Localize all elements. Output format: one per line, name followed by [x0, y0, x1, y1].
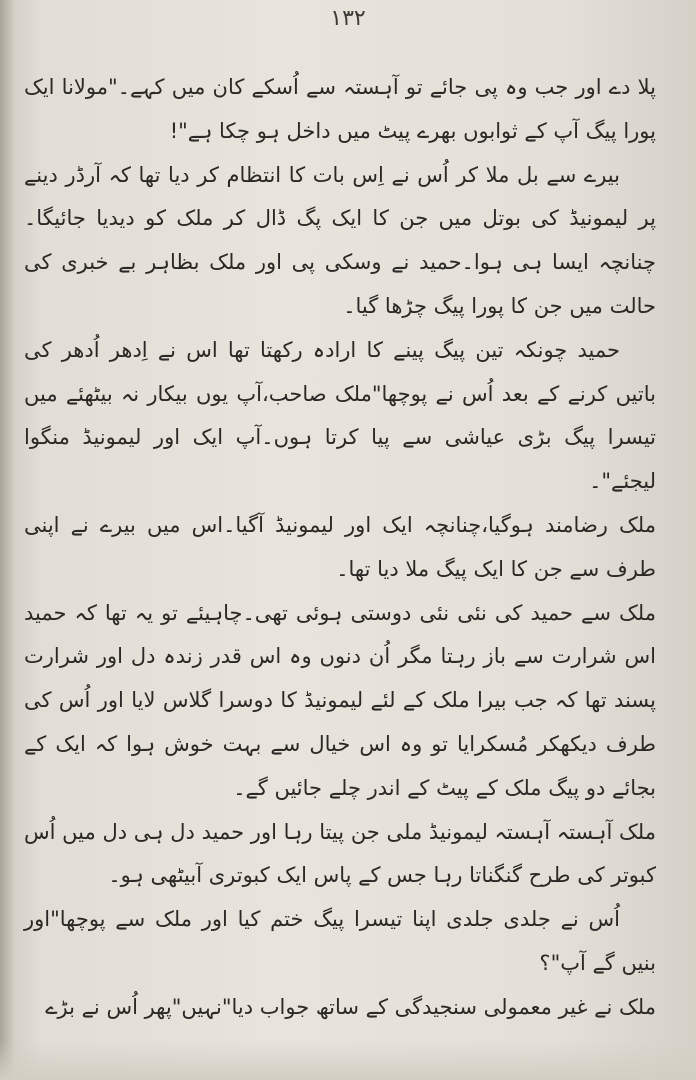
- paragraph: ملک سے حمید کی نئی نئی دوستی ہوئی تھی۔چاہیئے تو یہ تھا کہ حمید اس شرارت سے باز رہتا مگر اُن دنوں وہ اس قدر زندہ دل اور شرارت پسند تھا کہ جب بیرا ملک کے لئے لیمونیڈ کا دوسرا گلاس لایا اور اُس کی طرف دیکھکر مُسکرایا تو وہ اس خیال سے بہت خوش ہوا کہ ایک کے بجائے دو پیگ ملک کے پیٹ کے اندر چلے جائیں گے۔: [24, 600, 656, 800]
- paragraph: حمید چونکہ تین پیگ پینے کا ارادہ رکھتا تھا اس نے اِدھر اُدھر کی باتیں کرنے کے بعد اُس نے پوچھا"ملک صاحب،آپ یوں بیکار نہ بیٹھئے میں تیسرا پیگ بڑی عیاشی سے پیا کرتا ہوں۔آپ ایک اور لیمونیڈ منگوا لیجئے"۔: [24, 337, 656, 494]
- paragraph: اُس نے جلدی جلدی اپنا تیسرا پیگ ختم کیا اور ملک سے پوچھا"اور بنیں گے آپ"؟: [24, 907, 656, 975]
- page-gutter-shadow: [0, 0, 14, 1080]
- page-body-text: [24, 66, 656, 1030]
- paragraph: پلا دے اور جب وہ پی جائے تو آہستہ سے اُسکے کان میں کہے۔"مولانا ایک پورا پیگ آپ کے ثوابوں بھرے پیٹ میں داخل ہو چکا ہے"!: [24, 75, 656, 143]
- paragraph: بیرے سے بل ملا کر اُس نے اِس بات کا انتظام کر دیا تھا کہ آرڈر دینے پر لیمونیڈ کی بوتل میں جن کا ایک پگ ڈال کر ملک کو دیدیا جائیگا۔چنانچہ ایسا ہی ہوا۔حمید نے وسکی پی اور ملک بظاہر بے خبری کی حالت میں جن کا پورا پیگ چڑھا گیا۔: [24, 162, 656, 318]
- page-number: ۱۳۲: [330, 6, 366, 31]
- paragraph: ملک نے غیر معمولی سنجیدگی کے ساتھ جواب دیا"نہیں"پھر اُس نے بڑے: [45, 994, 656, 1019]
- paragraph: ملک آہستہ آہستہ لیمونیڈ ملی جن پیتا رہا اور حمید دل ہی دل میں اُس کبوتر کی طرح گنگناتا رہا جس کے پاس ایک کبوتری آبیٹھی ہو۔: [24, 819, 656, 888]
- page-bottom-shade: [0, 1040, 696, 1080]
- paragraph: ملک رضامند ہوگیا،چنانچہ ایک اور لیمونیڈ آگیا۔اس میں بیرے نے اپنی طرف سے جن کا ایک پیگ ملا دیا تھا۔: [24, 512, 656, 581]
